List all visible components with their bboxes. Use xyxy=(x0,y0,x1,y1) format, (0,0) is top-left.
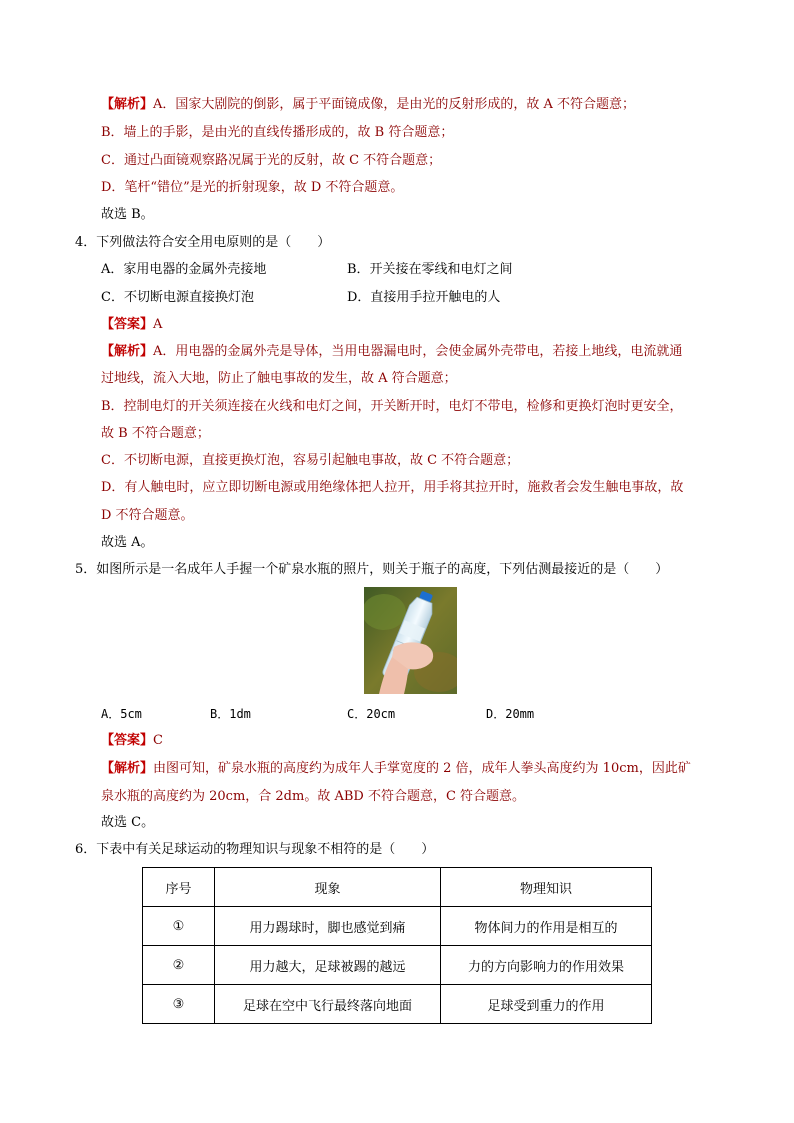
answer-value: C xyxy=(153,733,163,748)
row-phenomenon: 用力越大，足球被踢的越远 xyxy=(215,946,441,985)
q6-table xyxy=(142,867,652,1024)
q4-analysis-line-c1: C．不切断电源，直接更换灯泡，容易引起触电事故，故 C 不符合题意； xyxy=(101,453,520,468)
q5-option-a xyxy=(101,706,142,723)
analysis-text: A．国家大剧院的倒影，属于平面镜成像，是由光的反射形成的，故 A 不符合题意； xyxy=(153,97,636,112)
q3-analysis-line-a xyxy=(101,97,635,113)
q4-option-a: A．家用电器的金属外壳接地 xyxy=(101,262,267,277)
row-phenomenon: 足球在空中飞行最终落向地面 xyxy=(215,985,441,1024)
row-index: ② xyxy=(143,946,215,985)
answer-tag: 【答案】 xyxy=(101,733,154,748)
header-index: 序号 xyxy=(143,868,215,907)
option-text: A．5cm xyxy=(101,707,142,721)
water-bottle-photo xyxy=(364,587,457,694)
q3-analysis-line-c: C．通过凸面镜观察路况属于光的反射，故 C 不符合题意； xyxy=(101,153,442,168)
row-knowledge: 足球受到重力的作用 xyxy=(441,985,652,1024)
option-text: D．20mm xyxy=(486,707,535,721)
table-header-row xyxy=(143,868,652,907)
table-row xyxy=(143,985,652,1024)
row-knowledge: 物体间力的作用是相互的 xyxy=(441,907,652,946)
header-phenomenon: 现象 xyxy=(215,868,441,907)
q3-conclusion: 故选 B。 xyxy=(101,207,154,222)
q4-option-b: B．开关接在零线和电灯之间 xyxy=(347,262,513,277)
q6-question: 6．下表中有关足球运动的物理知识与现象不相符的是（ ） xyxy=(75,842,435,857)
analysis-tag: 【解析】 xyxy=(101,97,154,112)
answer-value: A xyxy=(153,317,163,332)
q5-option-d xyxy=(486,706,534,723)
q5-analysis-line-1 xyxy=(101,761,691,777)
table-row xyxy=(143,946,652,985)
q4-analysis-line-d2: D 不符合题意。 xyxy=(101,508,194,523)
q5-conclusion: 故选 C。 xyxy=(101,815,155,830)
q5-option-b xyxy=(210,706,251,723)
q4-option-d: D．直接用手拉开触电的人 xyxy=(347,290,501,305)
option-text: B．1dm xyxy=(210,707,251,721)
row-index: ① xyxy=(143,907,215,946)
q4-analysis-line-a2: 过地线，流入大地，防止了触电事故的发生，故 A 符合题意； xyxy=(101,371,457,386)
q4-analysis-line-b2: 故 B 不符合题意； xyxy=(101,426,210,441)
row-index: ③ xyxy=(143,985,215,1024)
q4-question: 4．下列做法符合安全用电原则的是（ ） xyxy=(75,235,331,250)
table-row xyxy=(143,907,652,946)
q4-analysis-line-b1: B．控制电灯的开关须连接在火线和电灯之间，开关断开时，电灯不带电，检修和更换灯泡时更安全， xyxy=(101,399,683,414)
analysis-tag: 【解析】 xyxy=(101,344,154,359)
q5-option-c xyxy=(347,706,395,723)
q5-answer xyxy=(101,733,163,749)
q4-answer xyxy=(101,317,162,333)
q3-analysis-line-d: D．笔杆“错位”是光的折射现象，故 D 不符合题意。 xyxy=(101,180,404,195)
q5-question: 5．如图所示是一名成年人手握一个矿泉水瓶的照片，则关于瓶子的高度，下列估测最接近的是（ ） xyxy=(75,562,669,577)
row-knowledge: 力的方向影响力的作用效果 xyxy=(441,946,652,985)
analysis-tag: 【解析】 xyxy=(101,761,154,776)
analysis-text: 由图可知，矿泉水瓶的高度约为成年人手掌宽度的 2 倍，成年人拳头高度约为 10cm，因此矿 xyxy=(153,761,691,776)
option-text: C．20cm xyxy=(347,707,396,721)
header-knowledge: 物理知识 xyxy=(441,868,652,907)
row-phenomenon: 用力踢球时，脚也感觉到痛 xyxy=(215,907,441,946)
q4-conclusion: 故选 A。 xyxy=(101,535,154,550)
answer-tag: 【答案】 xyxy=(101,317,154,332)
q4-option-c: C．不切断电源直接换灯泡 xyxy=(101,290,254,305)
analysis-text: A．用电器的金属外壳是导体，当用电器漏电时，会使金属外壳带电，若接上地线，电流就通 xyxy=(153,344,683,359)
q4-analysis-line-a1 xyxy=(101,344,682,360)
q4-analysis-line-d1: D．有人触电时，应立即切断电源或用绝缘体把人拉开，用手将其拉开时，施救者会发生触电事故，故 xyxy=(101,480,684,495)
q5-analysis-line-2: 泉水瓶的高度约为 20cm，合 2dm。故 ABD 不符合题意，C 符合题意。 xyxy=(101,789,526,804)
q3-analysis-line-b: B．墙上的手影，是由光的直线传播形成的，故 B 符合题意； xyxy=(101,125,454,140)
water-bottle-image xyxy=(364,587,457,694)
